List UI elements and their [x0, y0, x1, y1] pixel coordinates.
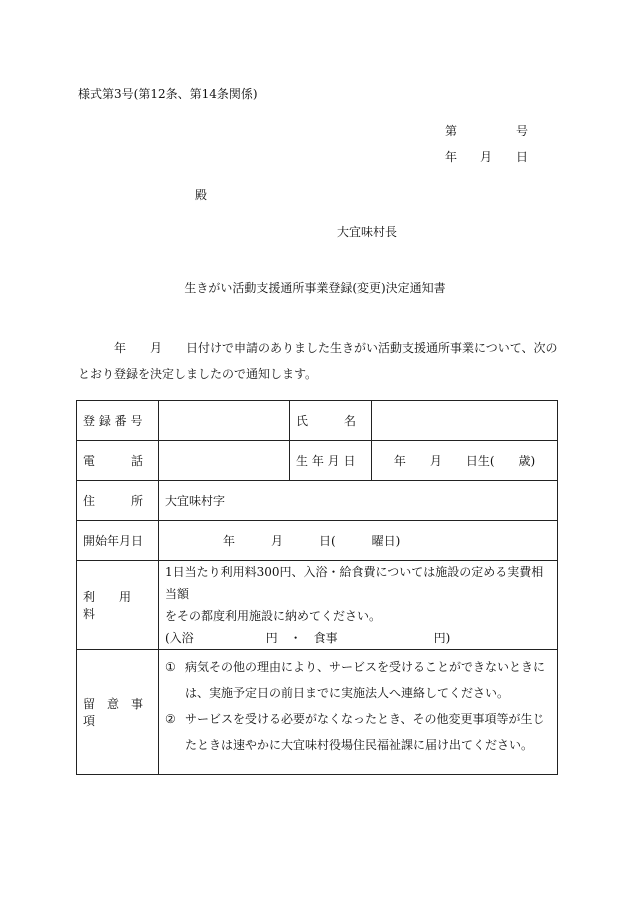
reg-no-label: 登 録 番 号 — [77, 401, 159, 441]
date-month: 月 — [480, 150, 493, 164]
birth-label: 生 年 月 日 — [290, 441, 372, 481]
phone-label: 電 話 — [77, 441, 159, 481]
address-label: 住 所 — [77, 481, 159, 521]
body-text — [78, 335, 556, 387]
body-line-1: 年 月 日付けで申請のありました生きがい活動支援通所事業について、次の — [114, 341, 558, 355]
date-day: 日 — [516, 150, 529, 164]
name-value — [372, 401, 558, 441]
date-year: 年 — [445, 150, 458, 164]
note-2-text: サービスを受ける必要がなくなったとき、その他変更事項等が生じたときは速やかに大宜味村役場住民福祉課に届け出てください。 — [185, 712, 545, 752]
fee-line-3: (入浴 円 ・ 食事 円) — [165, 631, 451, 645]
birth-value: 年 月 日生( 歳) — [372, 441, 558, 481]
doc-number-label: 第 — [445, 124, 458, 138]
info-table — [76, 400, 558, 775]
notes-label: 留 意 事 項 — [77, 650, 159, 775]
note-1-number: ① — [165, 660, 176, 674]
start-label: 開始年月日 — [77, 521, 159, 561]
row-registration — [77, 401, 558, 441]
note-1-text: 病気その他の理由により、サービスを受けることができないときには、実施予定日の前日までに実施法人へ連絡してください。 — [185, 660, 546, 700]
fee-line-1: 1日当たり利用料300円、入浴・給食費については施設の定める実費相当額 — [165, 565, 544, 601]
issuer: 大宜味村長 — [337, 225, 398, 239]
reg-no-value — [159, 401, 290, 441]
notes-value — [159, 650, 558, 775]
form-number: 様式第3号(第12条、第14条関係) — [78, 87, 258, 101]
doc-number-suffix: 号 — [516, 124, 529, 138]
body-line-2: とおり登録を決定しましたので通知します。 — [78, 367, 318, 381]
start-value: 年 月 日( 曜日) — [159, 521, 558, 561]
row-address — [77, 481, 558, 521]
row-phone — [77, 441, 558, 481]
row-fee — [77, 561, 558, 650]
row-notes — [77, 650, 558, 775]
fee-label: 利 用 料 — [77, 561, 159, 650]
document-title: 生きがい活動支援通所事業登録(変更)決定通知書 — [184, 281, 446, 295]
fee-value — [159, 561, 558, 650]
name-label: 氏 名 — [290, 401, 372, 441]
phone-value — [159, 441, 290, 481]
fee-line-2: をその都度利用施設に納めてください。 — [165, 609, 382, 623]
address-value: 大宜味村字 — [159, 481, 558, 521]
note-item-2 — [165, 706, 551, 758]
note-2-number: ② — [165, 712, 176, 726]
note-item-1 — [165, 654, 551, 706]
row-start-date — [77, 521, 558, 561]
addressee: 殿 — [195, 188, 208, 202]
